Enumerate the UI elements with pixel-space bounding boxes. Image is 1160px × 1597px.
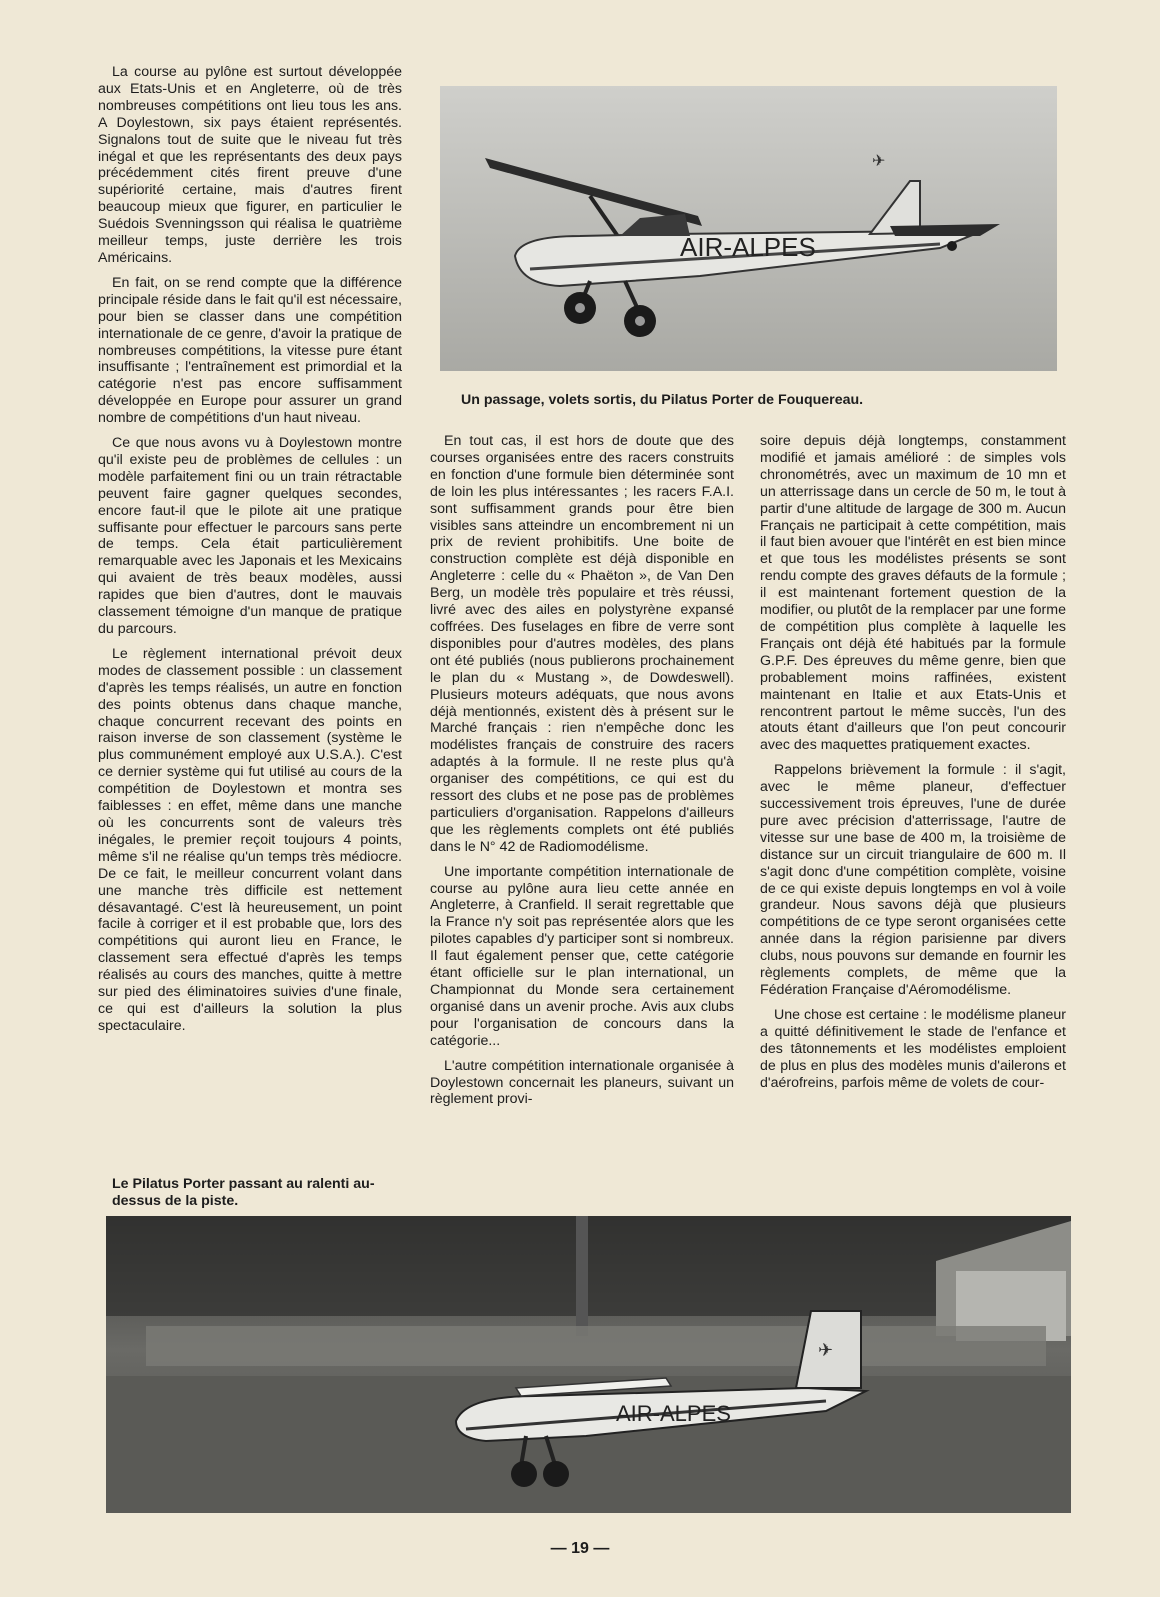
article-column-1 [98, 64, 402, 1043]
paragraph: L'autre compétition internationale organisée à Doylestown concernait les planeurs, suivant un règlement provi- [430, 1057, 734, 1108]
page-number: — 19 — [550, 1540, 610, 1557]
paragraph: En tout cas, il est hors de doute que des courses organisées entre des racers construits en fonction d'une formule bien déterminée sont de loin les plus intéressantes ; les racers F.A.I. sont suffisamment grands pour être bien visibles sans atteindre un encombrement ni un prix de revient prohibitifs. Une boite de construction complète est déjà disponible en Angleterre : celle du « Phaëton », de Van Den Berg, un modèle très populaire et très réussi, livré avec des ailes en polystyrène expansé coffrées. Des fuselages en fibre de verre sont disponibles pour d'autres modèles, des plans ont été publiés (nous publierons prochainement le plan du « Mustang », de Dowdeswell). Plusieurs moteurs adéquats, que nous avons déjà mentionnés, existent dès à présent sur le Marché français : rien n'empêche donc les modélistes français de construire des racers adaptés à la formule. Il ne reste plus qu'à organiser des compétitions, ce qui est du ressort des clubs et ne pose pas de problèmes particuliers d'organisation. Rappelons d'ailleurs que les règlements complets ont été publiés dans le N° 42 de Radiomodélisme. [430, 433, 734, 855]
paragraph: Rappelons brièvement la formule : il s'agit, avec le même planeur, d'effectuer successivement trois épreuves, l'une de durée pure avec précision d'atterrissage, l'autre de vitesse sur une base de 400 m, la troisième de distance sur un circuit triangulaire de 600 m. Il s'agit donc d'une compétition complète, voisine de ce qui existe depuis longtemps en vol à voile grandeur. Nous savons déjà que plusieurs compétitions de ce type seront organisées cette année dans la région parisienne par divers clubs, nous pouvons sur demande en fournir les règlements complets, de même que la Fédération Française d'Aéromodélisme. [760, 762, 1066, 998]
article-column-3 [760, 433, 1066, 1099]
paragraph: Une chose est certaine : le modélisme planeur a quitté définitivement le stade de l'enfance et des tâtonnements et les modélistes emploient de plus en plus des modèles munis d'ailerons et d'aérofreins, parfois même de volets de cour- [760, 1006, 1066, 1091]
photo-plane-flying [440, 86, 1057, 371]
article-column-2 [430, 433, 734, 1116]
paragraph: La course au pylône est surtout développée aux Etats-Unis et en Angleterre, où de très nombreuses compétitions ont lieu tous les ans. A Doylestown, six pays étaient représentés. Signalons tout de suite que le niveau fut très inégal et que les représentants des deux pays précédemment cités firent preuve d'une supériorité certaine, mais d'autres firent beaucoup mieux que figurer, en particulier le Suédois Svenningsson qui réalisa le quatrième meilleur temps, juste derrière les trois Américains. [98, 64, 402, 266]
paragraph: soire depuis déjà longtemps, constamment modifié et jamais amélioré : de simples vols chronométrés, avec un maximum de 10 mn et un atterrissage dans un cercle de 50 m, le tout à partir d'une altitude de largage de 300 m. Aucun Français ne participait à cette compétition, mais il faut bien avouer que l'intérêt en est bien mince et que tous les modélistes présents se sont rendu compte des graves défauts de la formule ; il est maintenant fortement question de la modifier, ou plutôt de la remplacer par une forme de compétition plus complète à laquelle les Français ont déjà été habitués par la formule G.P.F. Des épreuves du même genre, bien que probablement moins raffinées, existent maintenant en Italie et aux Etats-Unis et rencontrent partout le même succès, l'un des atouts étant d'ailleurs que l'on peut concourir avec des maquettes pratiquement exactes. [760, 433, 1066, 754]
photo-caption-top: Un passage, volets sortis, du Pilatus Porter de Fouquereau. [461, 392, 864, 408]
plane-livery-text: AIR-ALPES [616, 1401, 731, 1426]
paragraph: En fait, on se rend compte que la différence principale réside dans le fait qu'il est nécessaire, pour bien se classer dans une compétition internationale de ce genre, d'avoir la pratique de nombreuses compétitions, la vitesse pure étant insuffisante ; l'entraînement est primordial et la catégorie n'est pas encore suffisamment développée en Europe pour assurer un grand nombre de compétitions d'un haut niveau. [98, 274, 402, 427]
photo-plane-low-pass [106, 1216, 1071, 1513]
svg-text:✈: ✈ [872, 153, 886, 170]
plane-livery-text: AIR-ALPES [680, 232, 816, 262]
paragraph: Le règlement international prévoit deux modes de classement possible : un classement d'après les temps réalisés, un autre en fonction des points obtenus dans chaque manche, chaque concurrent recevant des points en raison inverse de son classement (système le plus communément employé aux U.S.A.). C'est ce dernier système qui fut utilisé au cours de la compétition de Doylestown et montra ses faiblesses : en effet, même dans une manche où les concurrents sont de valeurs très inégales, le premier reçoit toujours 4 points, même s'il ne réalise qu'un temps très médiocre. De ce fait, le meilleur concurrent volant dans une manche très difficile est nettement désavantagé. C'est là heureusement, un point facile à corriger et il est probable que, lors des compétitions qui auront lieu en France, le classement sera effectué d'après les temps réalisés au cours des manches, quitte à mettre sur pied des éliminatoires suivies d'une finale, ce qui est d'ailleurs la solution la plus spectaculaire. [98, 645, 402, 1034]
svg-text:✈: ✈ [818, 1340, 834, 1360]
paragraph: Ce que nous avons vu à Doylestown montre qu'il existe peu de problèmes de cellules : un modèle parfaitement fini ou un train rétractable peuvent faire gagner quelques secondes, encore faut-il que le pilote ait une pratique suffisante pour effectuer le parcours sans perte de temps. Cela était particulièrement remarquable avec les Japonais et les Mexicains qui avaient de très beaux modèles, aussi rapides que bien d'autres, dont le mauvais classement témoigne d'un manque de pratique du parcours. [98, 435, 402, 637]
photo-caption-bottom: Le Pilatus Porter passant au ralenti au-dessus de la piste. [112, 1176, 375, 1209]
paragraph: Une importante compétition internationale de course au pylône aura lieu cette année en Angleterre, à Cranfield. Il serait regrettable que la France n'y soit pas représentée alors que les pilotes capables d'y participer sont si nombreux. Il faut également penser que, cette catégorie étant officielle sur le plan international, un Championnat du Monde sera certainement organisé dans un avenir proche. Avis aux clubs pour l'organisation de concours dans la catégorie... [430, 863, 734, 1049]
